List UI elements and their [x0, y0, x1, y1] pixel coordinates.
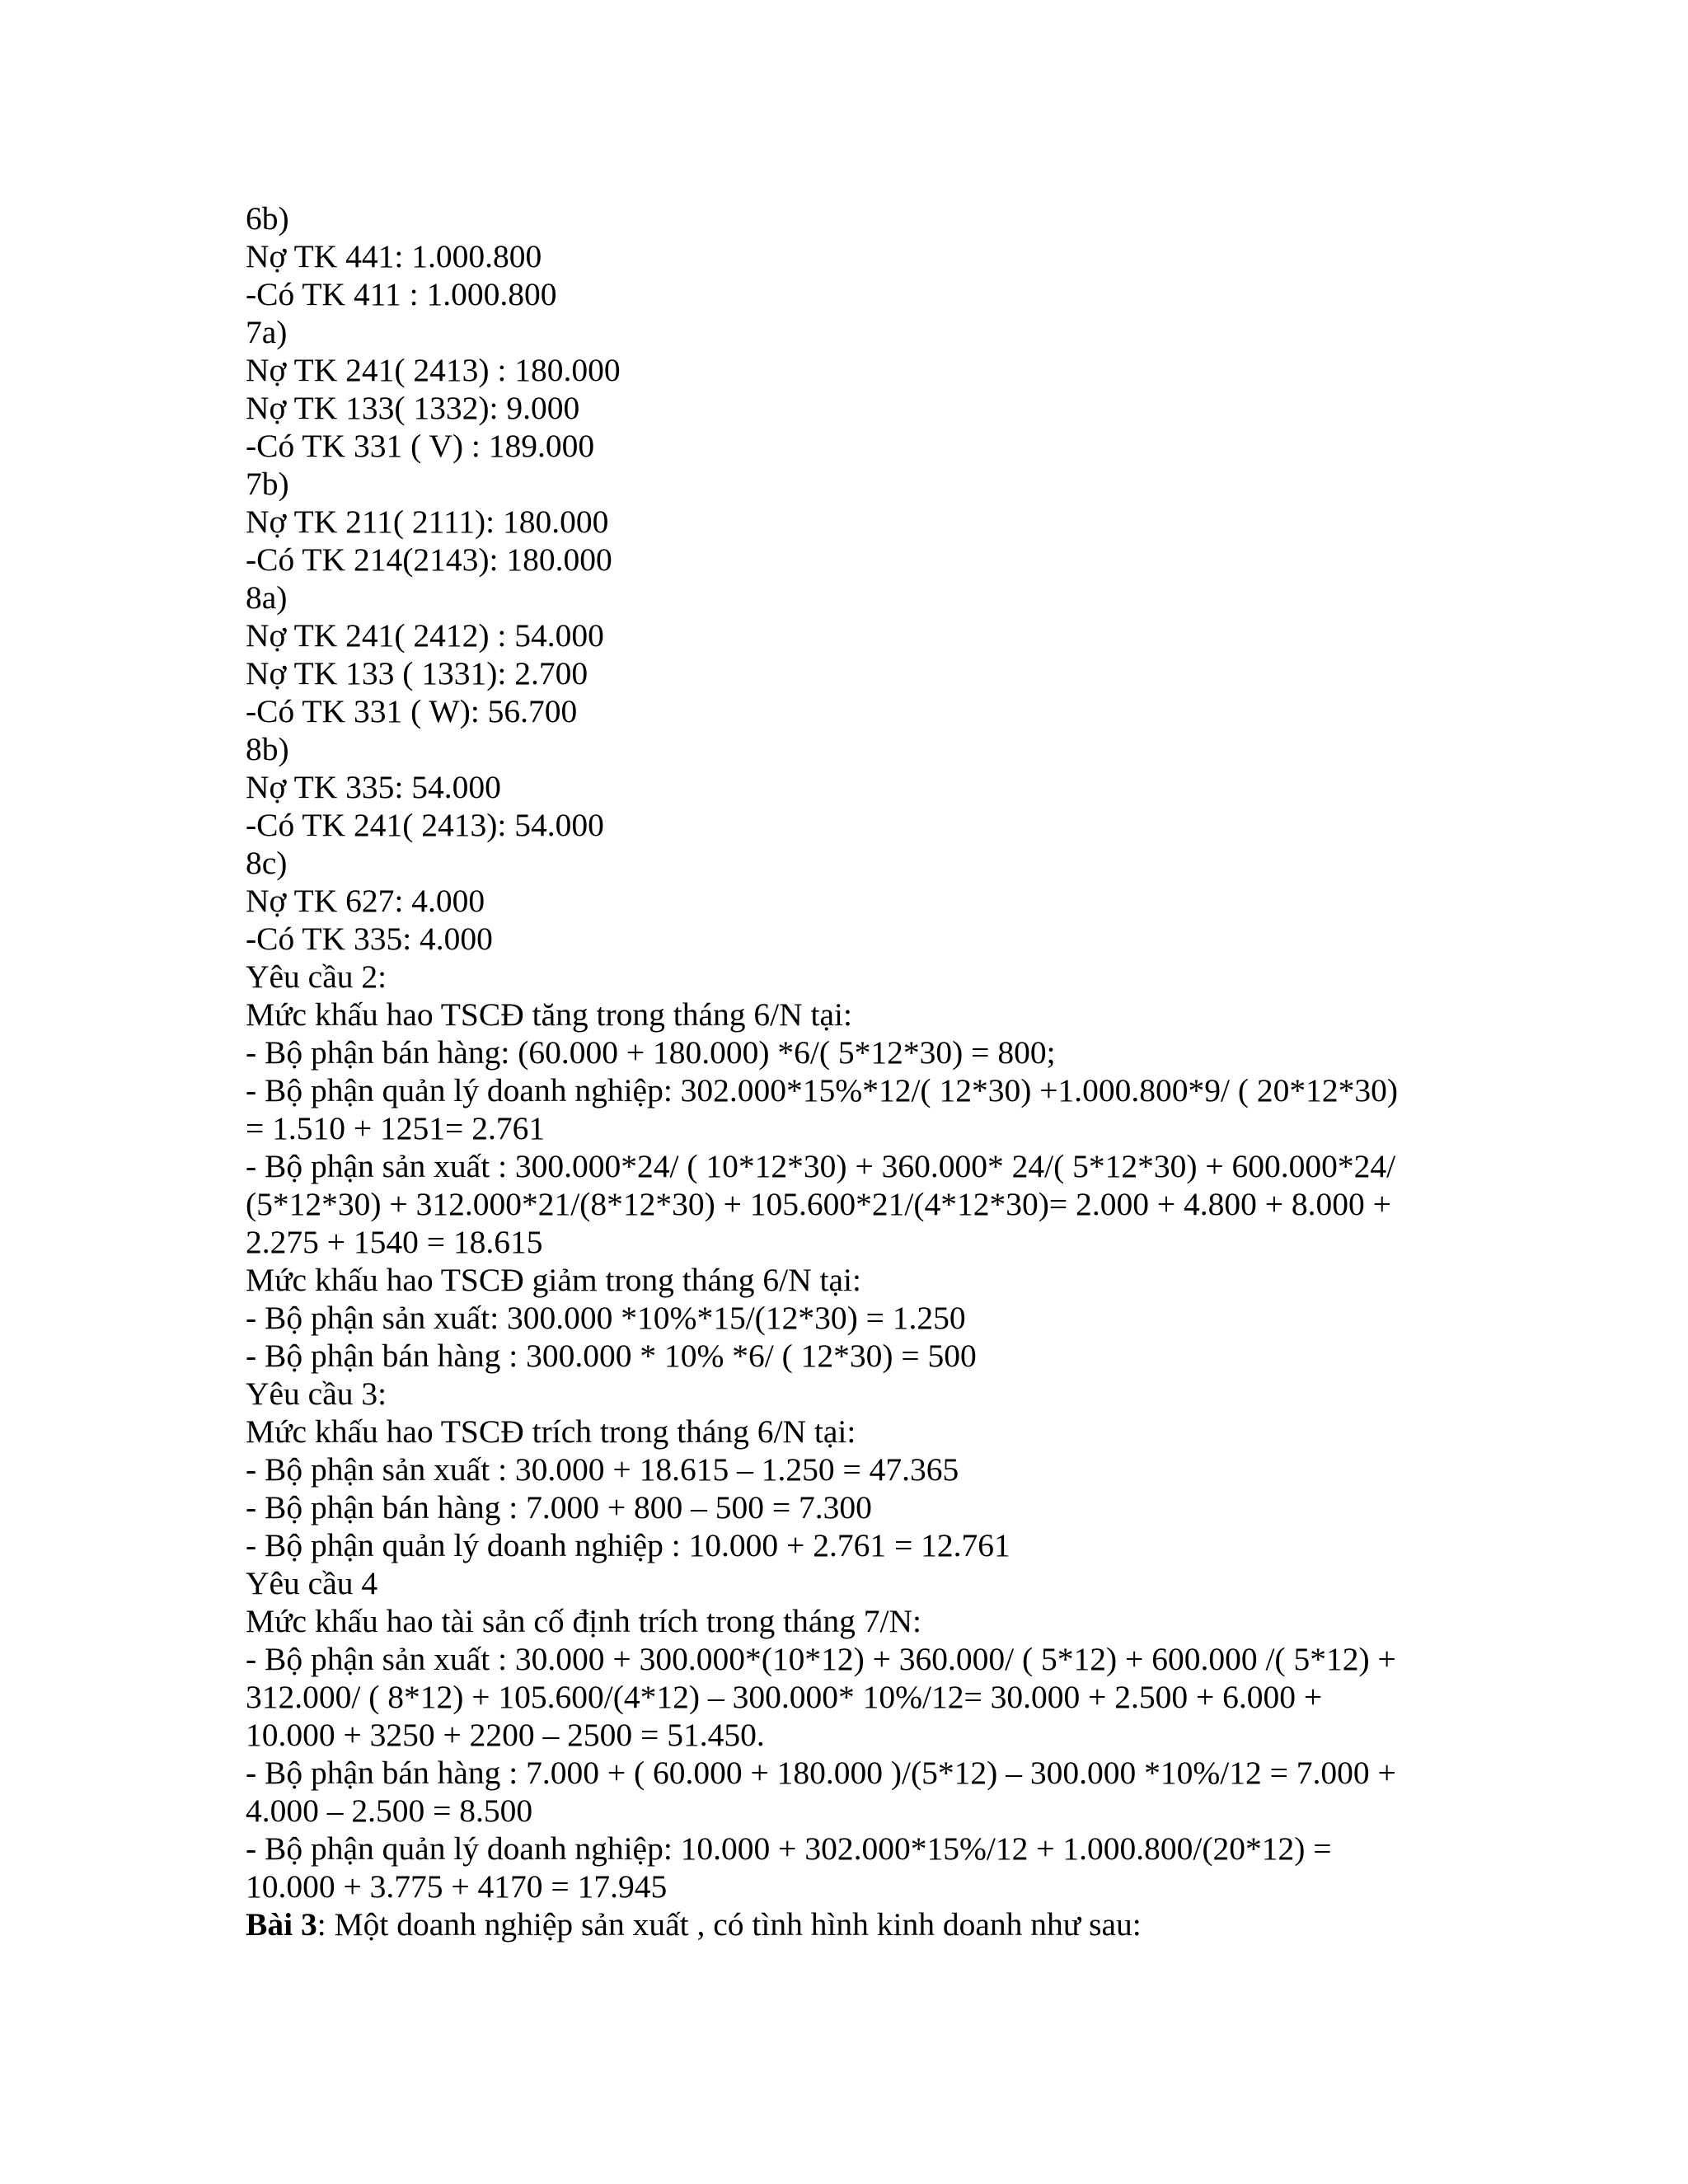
text-line: 8c): [246, 845, 288, 881]
exercise-3-heading: [246, 1905, 1449, 1943]
text-line: - Bộ phận bán hàng : 7.000 + ( 60.000 + 180.000 )/(5*12) – 300.000 *10%/12 = 7.000 +: [246, 1755, 1396, 1791]
text-line: - Bộ phận bán hàng : 7.000 + 800 – 500 = 7.300: [246, 1489, 872, 1526]
text-line: -Có TK 241( 2413): 54.000: [246, 807, 604, 843]
text-line: -Có TK 331 ( W): 56.700: [246, 693, 578, 729]
text-line: 8b): [246, 731, 289, 767]
text-line: -Có TK 214(2143): 180.000: [246, 541, 612, 578]
text-line: Yêu cầu 2:: [246, 958, 387, 995]
text-line: - Bộ phận sản xuất : 300.000*24/ ( 10*12*30) + 360.000* 24/( 5*12*30) + 600.000*24/: [246, 1148, 1396, 1184]
text-line: - Bộ phận bán hàng: (60.000 + 180.000) *6/( 5*12*30) = 800;: [246, 1034, 1056, 1071]
text-line: Yêu cầu 3:: [246, 1376, 387, 1412]
document-body: [246, 199, 1449, 1905]
text-line: Mức khấu hao TSCĐ giảm trong tháng 6/N tại:: [246, 1262, 861, 1298]
text-line: Mức khấu hao TSCĐ trích trong tháng 6/N tại:: [246, 1413, 856, 1450]
text-line: - Bộ phận quản lý doanh nghiệp: 10.000 + 302.000*15%/12 + 1.000.800/(20*12) =: [246, 1830, 1332, 1867]
text-line: Nợ TK 241( 2413) : 180.000: [246, 352, 621, 388]
text-line: - Bộ phận bán hàng : 300.000 * 10% *6/ ( 12*30) = 500: [246, 1338, 977, 1374]
text-line: Mức khấu hao tài sản cố định trích trong tháng 7/N:: [246, 1603, 922, 1639]
text-line: Nợ TK 133( 1332): 9.000: [246, 390, 580, 426]
text-line: Nợ TK 441: 1.000.800: [246, 238, 542, 274]
exercise-3-description: : Một doanh nghiệp sản xuất , có tình hình kinh doanh như sau:: [316, 1906, 1142, 1943]
document-page: [246, 199, 1449, 1943]
text-line: Mức khấu hao TSCĐ tăng trong tháng 6/N tại:: [246, 996, 852, 1033]
text-line: 312.000/ ( 8*12) + 105.600/(4*12) – 300.000* 10%/12= 30.000 + 2.500 + 6.000 +: [246, 1679, 1323, 1715]
text-line: 6b): [246, 200, 289, 237]
text-line: Nợ TK 241( 2412) : 54.000: [246, 617, 604, 654]
text-line: -Có TK 331 ( V) : 189.000: [246, 428, 595, 464]
text-line: 10.000 + 3.775 + 4170 = 17.945: [246, 1868, 668, 1905]
text-line: 2.275 + 1540 = 18.615: [246, 1224, 543, 1260]
text-line: Nợ TK 627: 4.000: [246, 883, 485, 919]
exercise-3-label: Bài 3: [246, 1906, 317, 1943]
text-line: 7a): [246, 314, 288, 350]
text-line: Nợ TK 133 ( 1331): 2.700: [246, 655, 588, 691]
text-line: - Bộ phận sản xuất : 30.000 + 18.615 – 1.250 = 47.365: [246, 1451, 959, 1488]
text-line: -Có TK 411 : 1.000.800: [246, 276, 557, 312]
text-line: -Có TK 335: 4.000: [246, 921, 493, 957]
text-line: Yêu cầu 4: [246, 1565, 378, 1601]
text-line: Nợ TK 335: 54.000: [246, 769, 501, 805]
text-line: (5*12*30) + 312.000*21/(8*12*30) + 105.600*21/(4*12*30)= 2.000 + 4.800 + 8.000 +: [246, 1186, 1391, 1222]
text-line: - Bộ phận sản xuất : 30.000 + 300.000*(10*12) + 360.000/ ( 5*12) + 600.000 /( 5*12) +: [246, 1641, 1396, 1677]
text-line: 10.000 + 3250 + 2200 – 2500 = 51.450.: [246, 1717, 765, 1753]
text-line: Nợ TK 211( 2111): 180.000: [246, 504, 609, 540]
text-line: - Bộ phận quản lý doanh nghiệp : 10.000 + 2.761 = 12.761: [246, 1527, 1010, 1563]
text-line: 7b): [246, 466, 289, 502]
text-line: - Bộ phận quản lý doanh nghiệp: 302.000*15%*12/( 12*30) +1.000.800*9/ ( 20*12*30): [246, 1072, 1399, 1108]
text-line: 8a): [246, 579, 288, 616]
text-line: - Bộ phận sản xuất: 300.000 *10%*15/(12*30) = 1.250: [246, 1300, 966, 1336]
text-line: = 1.510 + 1251= 2.761: [246, 1110, 546, 1146]
text-line: 4.000 – 2.500 = 8.500: [246, 1793, 533, 1829]
